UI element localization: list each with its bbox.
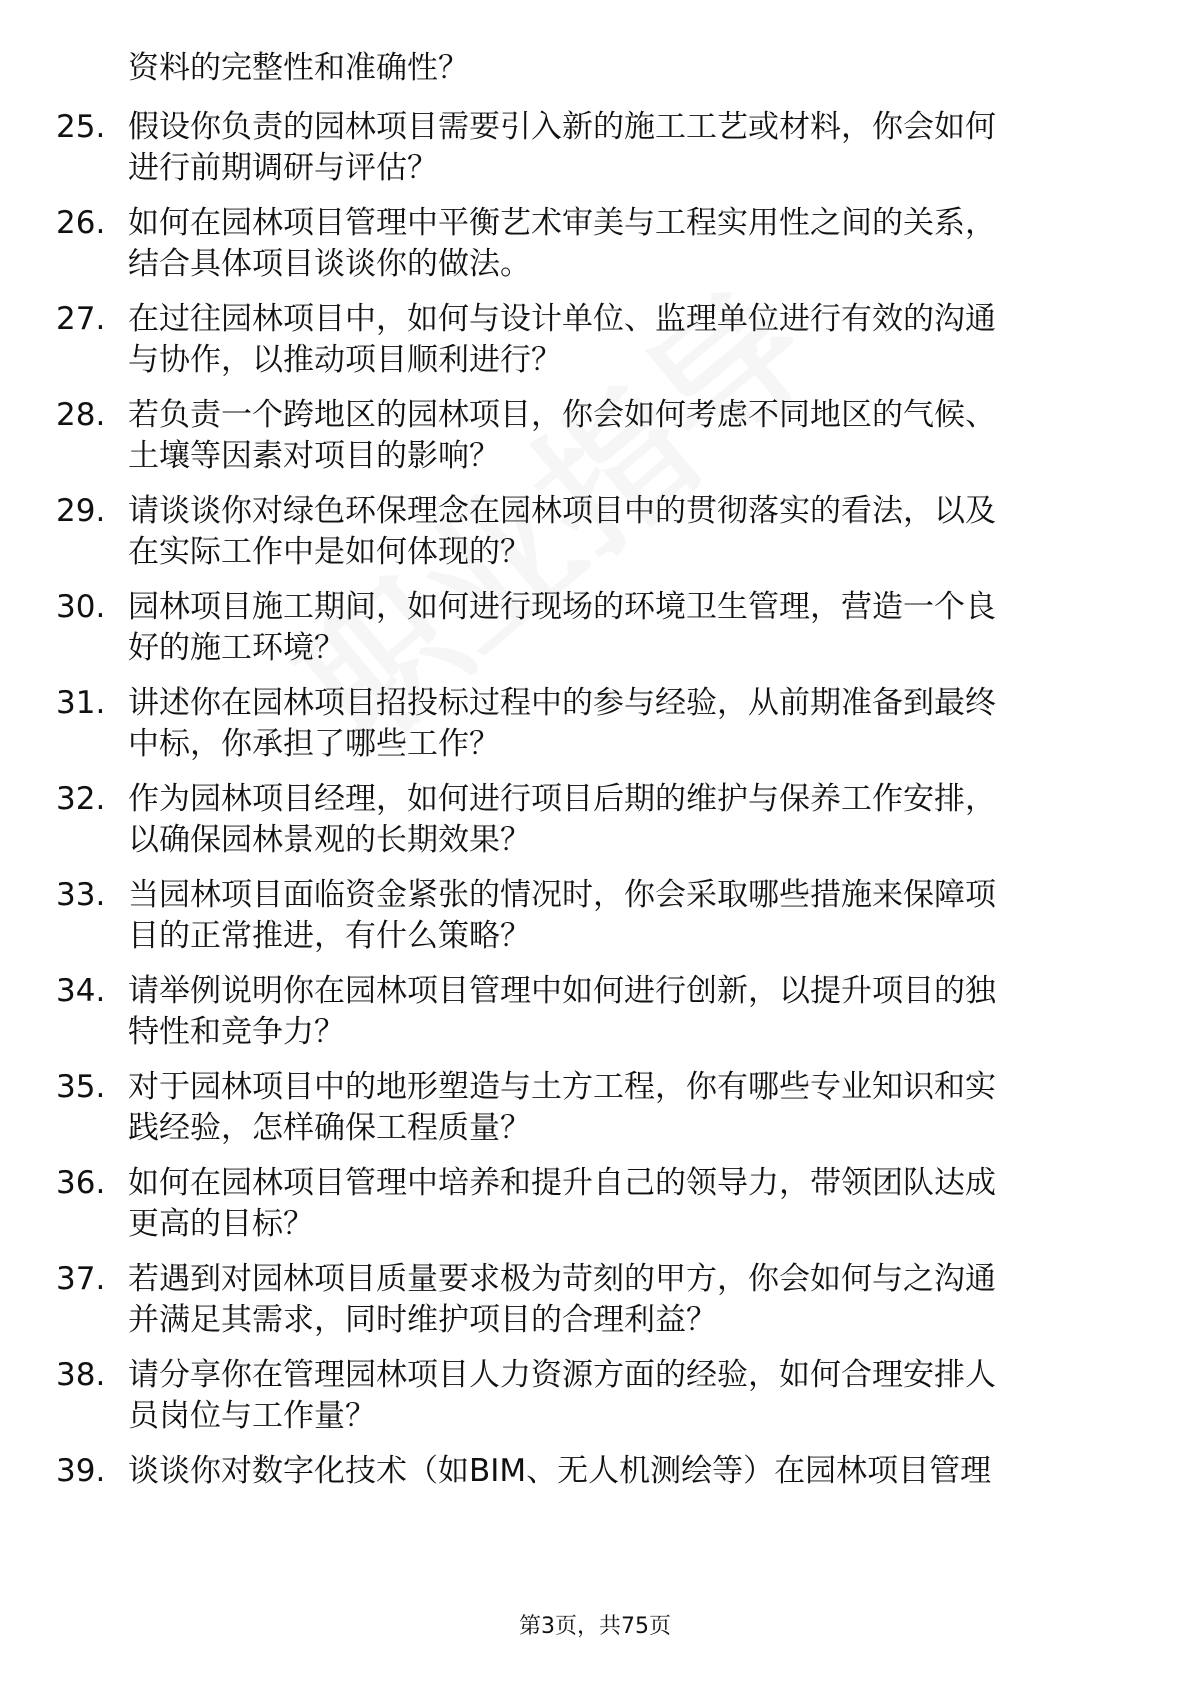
question-text-line: 以确保园林景观的长期效果？ (128, 822, 531, 858)
question-text-line: 在实际工作中是如何体现的？ (128, 534, 531, 570)
question-text-line: 假设你负责的园林项目需要引入新的施工工艺或材料，你会如何 (128, 109, 996, 145)
question-text-line: 请举例说明你在园林项目管理中如何进行创新，以提升项目的独 (128, 973, 996, 1009)
question-text-line: 与协作，以推动项目顺利进行？ (128, 342, 562, 378)
page-footer: 第3页，共75页 (519, 1614, 671, 1639)
question-text-line: 目的正常推进，有什么策略？ (128, 918, 531, 954)
question-number: 25. (56, 109, 106, 145)
question-text-line: 员岗位与工作量？ (128, 1398, 376, 1434)
question-number: 33. (56, 877, 106, 913)
question-number: 30. (56, 589, 106, 625)
question-number: 26. (56, 205, 106, 241)
question-text-line: 并满足其需求，同时维护项目的合理利益？ (128, 1302, 717, 1338)
question-text-line: 进行前期调研与评估？ (128, 150, 438, 186)
question-number: 38. (56, 1357, 106, 1393)
question-text-line: 特性和竞争力？ (128, 1014, 345, 1050)
question-text-line: 好的施工环境？ (128, 630, 345, 666)
question-text-line: 如何在园林项目管理中平衡艺术审美与工程实用性之间的关系， (128, 205, 996, 241)
question-number: 37. (56, 1261, 106, 1297)
question-text-line: 若负责一个跨地区的园林项目，你会如何考虑不同地区的气候、 (128, 397, 996, 433)
question-number: 36. (56, 1165, 106, 1201)
question-text-line: 结合具体项目谈谈你的做法。 (128, 246, 531, 282)
question-text-line: 中标，你承担了哪些工作？ (128, 726, 500, 762)
question-text-line: 请谈谈你对绿色环保理念在园林项目中的贯彻落实的看法，以及 (128, 493, 996, 529)
question-number: 28. (56, 397, 106, 433)
question-number: 29. (56, 493, 106, 529)
continuation-line: 资料的完整性和准确性？ (128, 50, 469, 86)
question-number: 35. (56, 1069, 106, 1105)
question-text-line: 当园林项目面临资金紧张的情况时，你会采取哪些措施来保障项 (128, 877, 996, 913)
question-text-line: 土壤等因素对项目的影响？ (128, 438, 500, 474)
question-number: 27. (56, 301, 106, 337)
question-text-line: 讲述你在园林项目招投标过程中的参与经验，从前期准备到最终 (128, 685, 996, 721)
question-text-line: 请分享你在管理园林项目人力资源方面的经验，如何合理安排人 (128, 1357, 996, 1393)
question-text-line: 践经验，怎样确保工程质量？ (128, 1110, 531, 1146)
question-text-line: 谈谈你对数字化技术（如BIM、无人机测绘等）在园林项目管理 (128, 1453, 992, 1489)
question-text-line: 更高的目标？ (128, 1206, 314, 1242)
question-text-line: 作为园林项目经理，如何进行项目后期的维护与保养工作安排， (128, 781, 996, 817)
question-number: 34. (56, 973, 106, 1009)
question-number: 31. (56, 685, 106, 721)
question-number: 39. (56, 1453, 106, 1489)
question-text-line: 对于园林项目中的地形塑造与土方工程，你有哪些专业知识和实 (128, 1069, 996, 1105)
question-text-line: 若遇到对园林项目质量要求极为苛刻的甲方，你会如何与之沟通 (128, 1261, 996, 1297)
question-text-line: 如何在园林项目管理中培养和提升自己的领导力，带领团队达成 (128, 1165, 996, 1201)
question-text-line: 在过往园林项目中，如何与设计单位、监理单位进行有效的沟通 (128, 301, 996, 337)
question-number: 32. (56, 781, 106, 817)
question-text-line: 园林项目施工期间，如何进行现场的环境卫生管理，营造一个良 (128, 589, 996, 625)
